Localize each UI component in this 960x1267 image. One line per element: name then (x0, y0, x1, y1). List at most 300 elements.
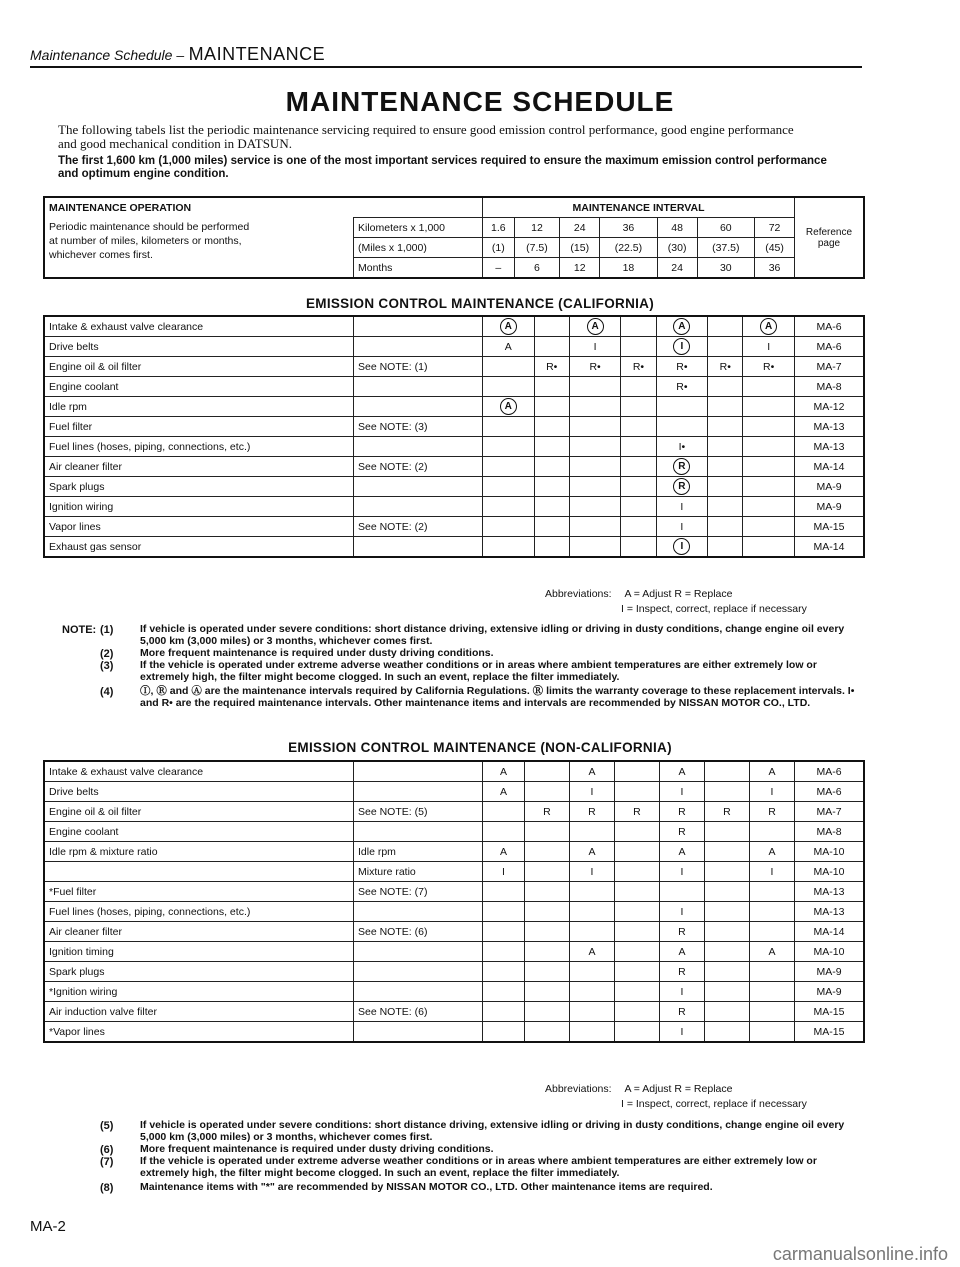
page-title: MAINTENANCE SCHEDULE (285, 86, 675, 117)
interval-mark: R (656, 457, 708, 477)
interval-mark: A (569, 316, 621, 337)
reference-page: MA-6 (795, 337, 865, 357)
interval-mark: R (614, 802, 659, 822)
reference-page: MA-10 (795, 942, 865, 962)
item-name: *Ignition wiring (44, 982, 354, 1002)
item-note: See NOTE: (5) (354, 802, 483, 822)
interval-mark (614, 942, 659, 962)
table-row (44, 497, 864, 517)
item-note (354, 316, 483, 337)
interval-mark (614, 782, 659, 802)
item-note (354, 397, 483, 417)
item-note (354, 1022, 483, 1043)
interval-mark (534, 537, 569, 558)
interval-mark: A (483, 397, 535, 417)
ca-abbreviations (545, 588, 732, 601)
interval-mark (704, 962, 749, 982)
interval-cell: 30 (697, 258, 755, 279)
interval-mark (743, 537, 795, 558)
interval-cell: 6 (514, 258, 560, 279)
interval-mark (708, 377, 743, 397)
table-row (44, 982, 864, 1002)
table-row (44, 862, 864, 882)
table-row (44, 397, 864, 417)
interval-mark (483, 902, 525, 922)
interval-mark: A (483, 782, 525, 802)
item-name (44, 862, 354, 882)
interval-mark (534, 437, 569, 457)
interval-mark: R• (534, 357, 569, 377)
abbr-label: Abbreviations: (545, 1083, 612, 1095)
interval-mark (483, 962, 525, 982)
note-text: More frequent maintenance is required under dusty driving conditions. (140, 647, 494, 659)
item-name: Engine oil & oil filter (44, 802, 354, 822)
interval-mark (524, 882, 569, 902)
interval-mark (621, 437, 656, 457)
interval-mark: A (659, 942, 704, 962)
interval-mark (749, 902, 794, 922)
interval-mark: A (569, 942, 614, 962)
interval-mark (483, 417, 535, 437)
interval-mark: I (659, 982, 704, 1002)
interval-mark (704, 902, 749, 922)
interval-mark (704, 882, 749, 902)
interval-mark (708, 397, 743, 417)
table-row (44, 822, 864, 842)
interval-mark: A (749, 942, 794, 962)
interval-mark (743, 517, 795, 537)
item-note (354, 982, 483, 1002)
interval-mark (569, 1002, 614, 1022)
interval-mark (743, 417, 795, 437)
reference-page: MA-9 (795, 982, 865, 1002)
interval-mark: A (749, 842, 794, 862)
reference-page: MA-6 (795, 761, 865, 782)
table-row (44, 1022, 864, 1043)
interval-mark (708, 437, 743, 457)
interval-cell: – (483, 258, 515, 279)
interval-mark (704, 782, 749, 802)
interval-mark (524, 962, 569, 982)
interval-mark: R (659, 922, 704, 942)
reference-page: MA-13 (795, 902, 865, 922)
interval-mark (569, 537, 621, 558)
table-row (44, 517, 864, 537)
interval-mark: R• (708, 357, 743, 377)
interval-cell: 12 (560, 258, 600, 279)
intro-line-2: and good mechanical condition in DATSUN. (58, 136, 292, 151)
interval-cell: 12 (514, 218, 560, 238)
item-note (354, 537, 483, 558)
interval-mark: A (659, 842, 704, 862)
note-label: NOTE: (62, 624, 97, 636)
interval-mark (534, 417, 569, 437)
note-number: (4) (100, 686, 114, 698)
interval-row-label: Months (354, 258, 483, 279)
interval-mark (704, 1022, 749, 1043)
interval-mark (614, 862, 659, 882)
reference-page: MA-13 (795, 417, 865, 437)
interval-mark (483, 357, 535, 377)
interval-mark (569, 922, 614, 942)
item-name: Fuel lines (hoses, piping, connections, etc.) (44, 902, 354, 922)
interval-mark: R (749, 802, 794, 822)
reference-page: MA-14 (795, 537, 865, 558)
reference-page: MA-6 (795, 316, 865, 337)
item-note (354, 497, 483, 517)
interval-mark: A (483, 842, 525, 862)
item-note (354, 782, 483, 802)
reference-page: MA-14 (795, 922, 865, 942)
interval-mark: I (659, 862, 704, 882)
interval-mark: R (524, 802, 569, 822)
interval-cell: (22.5) (600, 238, 658, 258)
item-note (354, 942, 483, 962)
item-name: Air cleaner filter (44, 457, 354, 477)
interval-cell: 1.6 (483, 218, 515, 238)
nonca-abbreviations (545, 1083, 732, 1096)
non-california-table (43, 760, 865, 1043)
item-name: Engine coolant (44, 822, 354, 842)
interval-mark (483, 457, 535, 477)
item-note: See NOTE: (2) (354, 517, 483, 537)
reference-label: Reference page (795, 197, 865, 278)
reference-page: MA-7 (795, 802, 865, 822)
item-name: Idle rpm & mixture ratio (44, 842, 354, 862)
interval-mark: R (659, 822, 704, 842)
california-title: EMISSION CONTROL MAINTENANCE (CALIFORNIA) (305, 296, 655, 311)
note-text: If vehicle is operated under severe conditions: short distance driving, extensive idling or driving in dusty conditions, change engine oil every 5,000 km (3,000 miles) or 3 months, whichever comes first. (140, 1119, 845, 1143)
interval-mark: I (659, 902, 704, 922)
header-section: Maintenance Schedule – (30, 47, 185, 63)
table-row (44, 357, 864, 377)
reference-page: MA-10 (795, 842, 865, 862)
interval-mark (749, 922, 794, 942)
interval-mark (483, 882, 525, 902)
interval-mark: R (659, 802, 704, 822)
table-row (44, 882, 864, 902)
page-number: MA-2 (30, 1218, 66, 1235)
interval-mark: I (743, 337, 795, 357)
item-note: See NOTE: (2) (354, 457, 483, 477)
interval-cell: (45) (755, 238, 795, 258)
table-row (44, 942, 864, 962)
interval-mark (524, 782, 569, 802)
interval-mark (708, 517, 743, 537)
interval-mark (743, 477, 795, 497)
interval-mark: I• (656, 437, 708, 457)
reference-page: MA-14 (795, 457, 865, 477)
interval-mark: R• (621, 357, 656, 377)
item-note: See NOTE: (6) (354, 1002, 483, 1022)
interval-mark (614, 922, 659, 942)
item-name: *Fuel filter (44, 882, 354, 902)
california-table (43, 315, 865, 558)
note-text: If the vehicle is operated under extreme adverse weather conditions or in areas where ambient temperatures are either extremely low or extremely high, the filter might become clogged. In such an event, replace the filter immediately. (140, 659, 817, 683)
abbr-line-1: A = Adjust R = Replace (624, 588, 733, 600)
interval-mark (704, 761, 749, 782)
item-name: Fuel filter (44, 417, 354, 437)
interval-mark (656, 397, 708, 417)
interval-mark (534, 477, 569, 497)
interval-mark (534, 337, 569, 357)
interval-mark (621, 377, 656, 397)
interval-mark (708, 337, 743, 357)
reference-page: MA-15 (795, 517, 865, 537)
interval-mark: R (704, 802, 749, 822)
item-name: Exhaust gas sensor (44, 537, 354, 558)
interval-mark (483, 377, 535, 397)
abbr-line-2: I = Inspect, correct, replace if necessary (621, 603, 807, 615)
intro-bold-1: The first 1,600 km (1,000 miles) service is one of the most important services required to ensure the maximum emission control performance (58, 155, 827, 167)
note-text: If the vehicle is operated under extreme adverse weather conditions or in areas where ambient temperatures are either extremely low or extremely high, the filter might become clogged. In such an event, replace the filter immediately. (140, 1155, 817, 1179)
interval-mark (614, 1002, 659, 1022)
interval-mark (749, 1022, 794, 1043)
table-row (44, 417, 864, 437)
interval-mark (614, 1022, 659, 1043)
interval-mark (704, 862, 749, 882)
note-number: (5) (100, 1120, 114, 1132)
interval-mark (569, 457, 621, 477)
interval-mark (708, 537, 743, 558)
interval-cell: (30) (657, 238, 697, 258)
table-row (44, 337, 864, 357)
item-note (354, 902, 483, 922)
interval-cell: (7.5) (514, 238, 560, 258)
interval-mark (749, 882, 794, 902)
interval-mark (749, 822, 794, 842)
item-note: See NOTE: (3) (354, 417, 483, 437)
table-row (44, 782, 864, 802)
table-row (44, 962, 864, 982)
interval-mark (656, 417, 708, 437)
interval-mark (569, 982, 614, 1002)
interval-mark (621, 477, 656, 497)
interval-cell: 60 (697, 218, 755, 238)
item-name: Spark plugs (44, 477, 354, 497)
intro-line-1: The following tabels list the periodic maintenance servicing required to ensure good emission control performance, good engine performance (58, 122, 794, 137)
reference-page: MA-9 (795, 497, 865, 517)
note-text: If vehicle is operated under severe conditions: short distance driving, extensive idling or driving in dusty conditions, change engine oil every 5,000 km (3,000 miles) or 3 months, whichever comes first. (140, 623, 845, 647)
item-name: Engine oil & oil filter (44, 357, 354, 377)
table-row (44, 437, 864, 457)
interval-cell: (15) (560, 238, 600, 258)
interval-mark (483, 517, 535, 537)
interval-mark (483, 537, 535, 558)
reference-page: MA-8 (795, 822, 865, 842)
interval-mark (743, 397, 795, 417)
interval-mark (659, 882, 704, 902)
item-name: Drive belts (44, 337, 354, 357)
interval-cell: (37.5) (697, 238, 755, 258)
table-row (44, 377, 864, 397)
interval-mark: R (659, 1002, 704, 1022)
table-row (44, 537, 864, 558)
interval-cell: 36 (755, 258, 795, 279)
note-number: (3) (100, 660, 114, 672)
interval-mark (621, 537, 656, 558)
interval-mark (483, 822, 525, 842)
running-header (30, 44, 325, 65)
interval-mark (621, 417, 656, 437)
abbr-line-2: I = Inspect, correct, replace if necessary (621, 1098, 807, 1110)
non-california-title: EMISSION CONTROL MAINTENANCE (NON-CALIFORNIA) (288, 740, 672, 755)
interval-cell: 24 (560, 218, 600, 238)
interval-mark (534, 377, 569, 397)
interval-mark (621, 316, 656, 337)
watermark: carmanualsonline.info (772, 1244, 948, 1264)
item-name: *Vapor lines (44, 1022, 354, 1043)
interval-mark: I (483, 862, 525, 882)
interval-mark (704, 922, 749, 942)
interval-mark: I (659, 1022, 704, 1043)
item-note (354, 477, 483, 497)
interval-mark (704, 842, 749, 862)
interval-mark (483, 942, 525, 962)
interval-mark: A (743, 316, 795, 337)
interval-mark (483, 922, 525, 942)
item-note (354, 962, 483, 982)
item-note (354, 822, 483, 842)
note-text: Maintenance items with "*" are recommended by NISSAN MOTOR CO., LTD. Other maintenance items are required. (140, 1181, 713, 1193)
interval-mark (749, 962, 794, 982)
interval-mark: A (483, 337, 535, 357)
interval-mark (524, 902, 569, 922)
interval-mark (749, 1002, 794, 1022)
interval-mark (749, 982, 794, 1002)
interval-mark: I (749, 862, 794, 882)
item-name: Drive belts (44, 782, 354, 802)
interval-mark (483, 477, 535, 497)
interval-mark (569, 902, 614, 922)
item-name: Air induction valve filter (44, 1002, 354, 1022)
table-row (44, 802, 864, 822)
table-row (44, 316, 864, 337)
interval-mark (614, 761, 659, 782)
interval-mark: A (483, 316, 535, 337)
interval-mark (614, 822, 659, 842)
note-text: More frequent maintenance is required under dusty driving conditions. (140, 1143, 494, 1155)
item-name: Ignition wiring (44, 497, 354, 517)
interval-mark (524, 822, 569, 842)
interval-mark (569, 397, 621, 417)
reference-page: MA-8 (795, 377, 865, 397)
reference-page: MA-13 (795, 437, 865, 457)
interval-mark: I (569, 782, 614, 802)
reference-page: MA-9 (795, 962, 865, 982)
note-number: (1) (100, 624, 114, 636)
interval-mark: I (749, 782, 794, 802)
interval-mark: R (659, 962, 704, 982)
interval-mark (534, 497, 569, 517)
header-chapter: MAINTENANCE (188, 44, 326, 64)
interval-mark (524, 761, 569, 782)
interval-mark (569, 882, 614, 902)
item-note: See NOTE: (6) (354, 922, 483, 942)
operation-label: MAINTENANCE OPERATION (44, 197, 483, 218)
interval-mark: R• (656, 357, 708, 377)
item-note (354, 377, 483, 397)
interval-mark (569, 517, 621, 537)
interval-mark (569, 822, 614, 842)
item-name: Spark plugs (44, 962, 354, 982)
item-name: Air cleaner filter (44, 922, 354, 942)
interval-mark (708, 477, 743, 497)
interval-mark: I (569, 862, 614, 882)
interval-mark (483, 802, 525, 822)
interval-mark (614, 842, 659, 862)
interval-mark: A (483, 761, 525, 782)
interval-mark: I (569, 337, 621, 357)
item-name: Ignition timing (44, 942, 354, 962)
item-note (354, 437, 483, 457)
abbr-line-1: A = Adjust R = Replace (624, 1083, 733, 1095)
item-name: Vapor lines (44, 517, 354, 537)
interval-mark: A (656, 316, 708, 337)
note-number: (8) (100, 1182, 114, 1194)
interval-mark: A (749, 761, 794, 782)
reference-page: MA-12 (795, 397, 865, 417)
interval-label: MAINTENANCE INTERVAL (483, 197, 795, 218)
table-row (44, 761, 864, 782)
reference-page: MA-15 (795, 1002, 865, 1022)
interval-mark (704, 982, 749, 1002)
note-number: (2) (100, 648, 114, 660)
item-note: Idle rpm (354, 842, 483, 862)
interval-mark (708, 417, 743, 437)
table-row (44, 1002, 864, 1022)
interval-mark (569, 417, 621, 437)
operation-description: Periodic maintenance should be performed at number of miles, kilometers or months, whichever comes first. (44, 218, 354, 279)
interval-mark (614, 882, 659, 902)
interval-mark (569, 477, 621, 497)
table-row (44, 842, 864, 862)
interval-mark: R• (743, 357, 795, 377)
note-number: (7) (100, 1156, 114, 1168)
interval-mark: R• (656, 377, 708, 397)
interval-mark: I (659, 782, 704, 802)
interval-mark (534, 517, 569, 537)
note-number: (6) (100, 1144, 114, 1156)
interval-mark (483, 1022, 525, 1043)
interval-mark (569, 437, 621, 457)
interval-mark (483, 437, 535, 457)
interval-mark (743, 377, 795, 397)
table-row (44, 902, 864, 922)
interval-mark (614, 902, 659, 922)
interval-cell: 18 (600, 258, 658, 279)
interval-mark (524, 842, 569, 862)
table-row (44, 457, 864, 477)
interval-mark (621, 457, 656, 477)
item-name: Engine coolant (44, 377, 354, 397)
interval-mark (534, 457, 569, 477)
interval-mark: A (659, 761, 704, 782)
interval-mark (524, 982, 569, 1002)
interval-mark (704, 822, 749, 842)
interval-mark (621, 337, 656, 357)
interval-mark (708, 316, 743, 337)
interval-header-table (43, 196, 865, 279)
interval-row-label: (Miles x 1,000) (354, 238, 483, 258)
interval-cell: (1) (483, 238, 515, 258)
interval-mark (708, 497, 743, 517)
interval-mark: I (656, 537, 708, 558)
interval-mark: R• (569, 357, 621, 377)
interval-mark (743, 437, 795, 457)
interval-mark (621, 397, 656, 417)
item-note (354, 337, 483, 357)
